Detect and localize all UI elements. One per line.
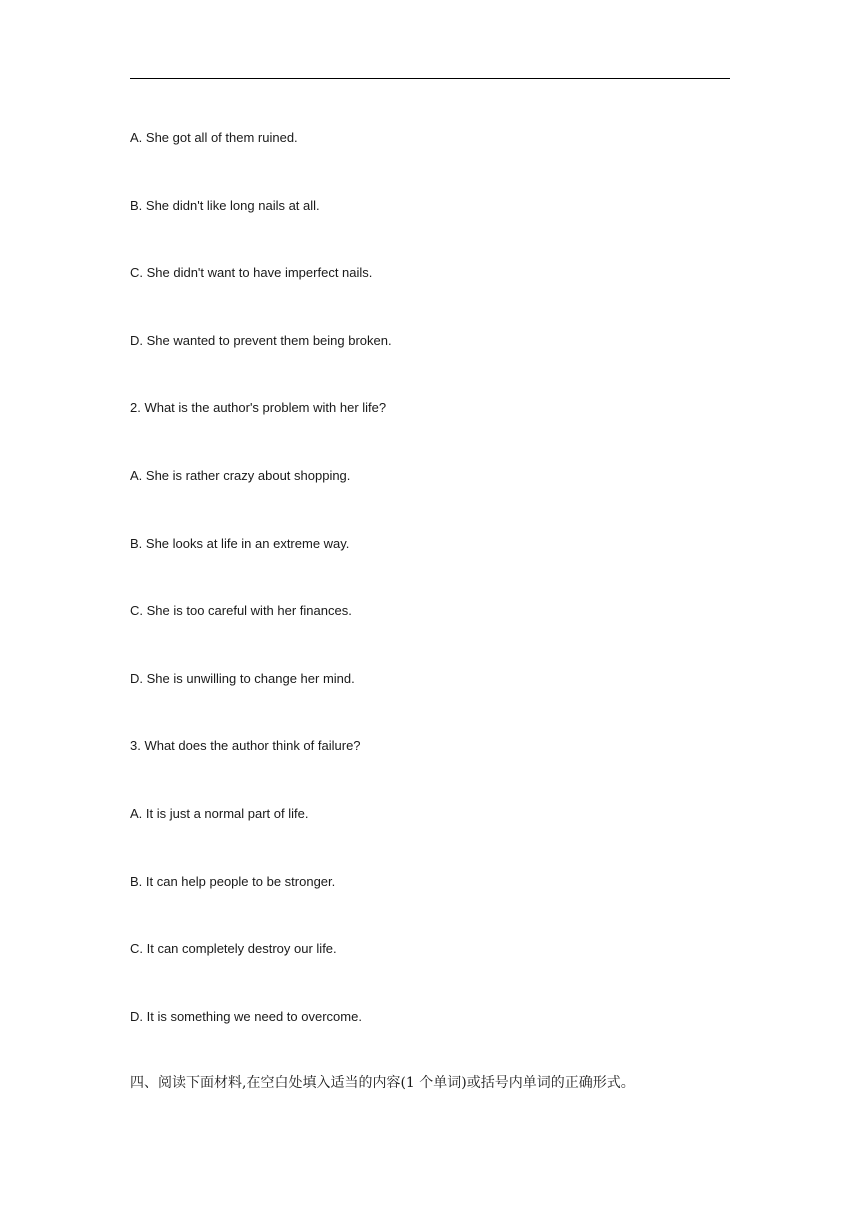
q3-option-a: A. It is just a normal part of life. [130,806,309,821]
q2-stem: 2. What is the author's problem with her life? [130,400,387,415]
q3-option-c: C. It can completely destroy our life. [130,941,337,956]
q3-stem: 3. What does the author think of failure? [130,738,361,753]
q1-option-b: B. She didn't like long nails at all. [130,198,320,213]
q2-option-d: D. She is unwilling to change her mind. [130,671,355,686]
q2-option-b: B. She looks at life in an extreme way. [130,536,350,551]
q3-option-b: B. It can help people to be stronger. [130,874,336,889]
q1-option-c: C. She didn't want to have imperfect nails. [130,265,373,280]
header-rule [130,78,730,79]
section-heading: 四、阅读下面材料,在空白处填入适当的内容(1 个单词)或括号内单词的正确形式。 [130,1075,635,1091]
q2-option-c: C. She is too careful with her finances. [130,603,352,618]
q1-option-a: A. She got all of them ruined. [130,130,298,145]
q1-option-d: D. She wanted to prevent them being broken. [130,333,392,348]
q2-option-a: A. She is rather crazy about shopping. [130,468,351,483]
q3-option-d: D. It is something we need to overcome. [130,1009,362,1024]
